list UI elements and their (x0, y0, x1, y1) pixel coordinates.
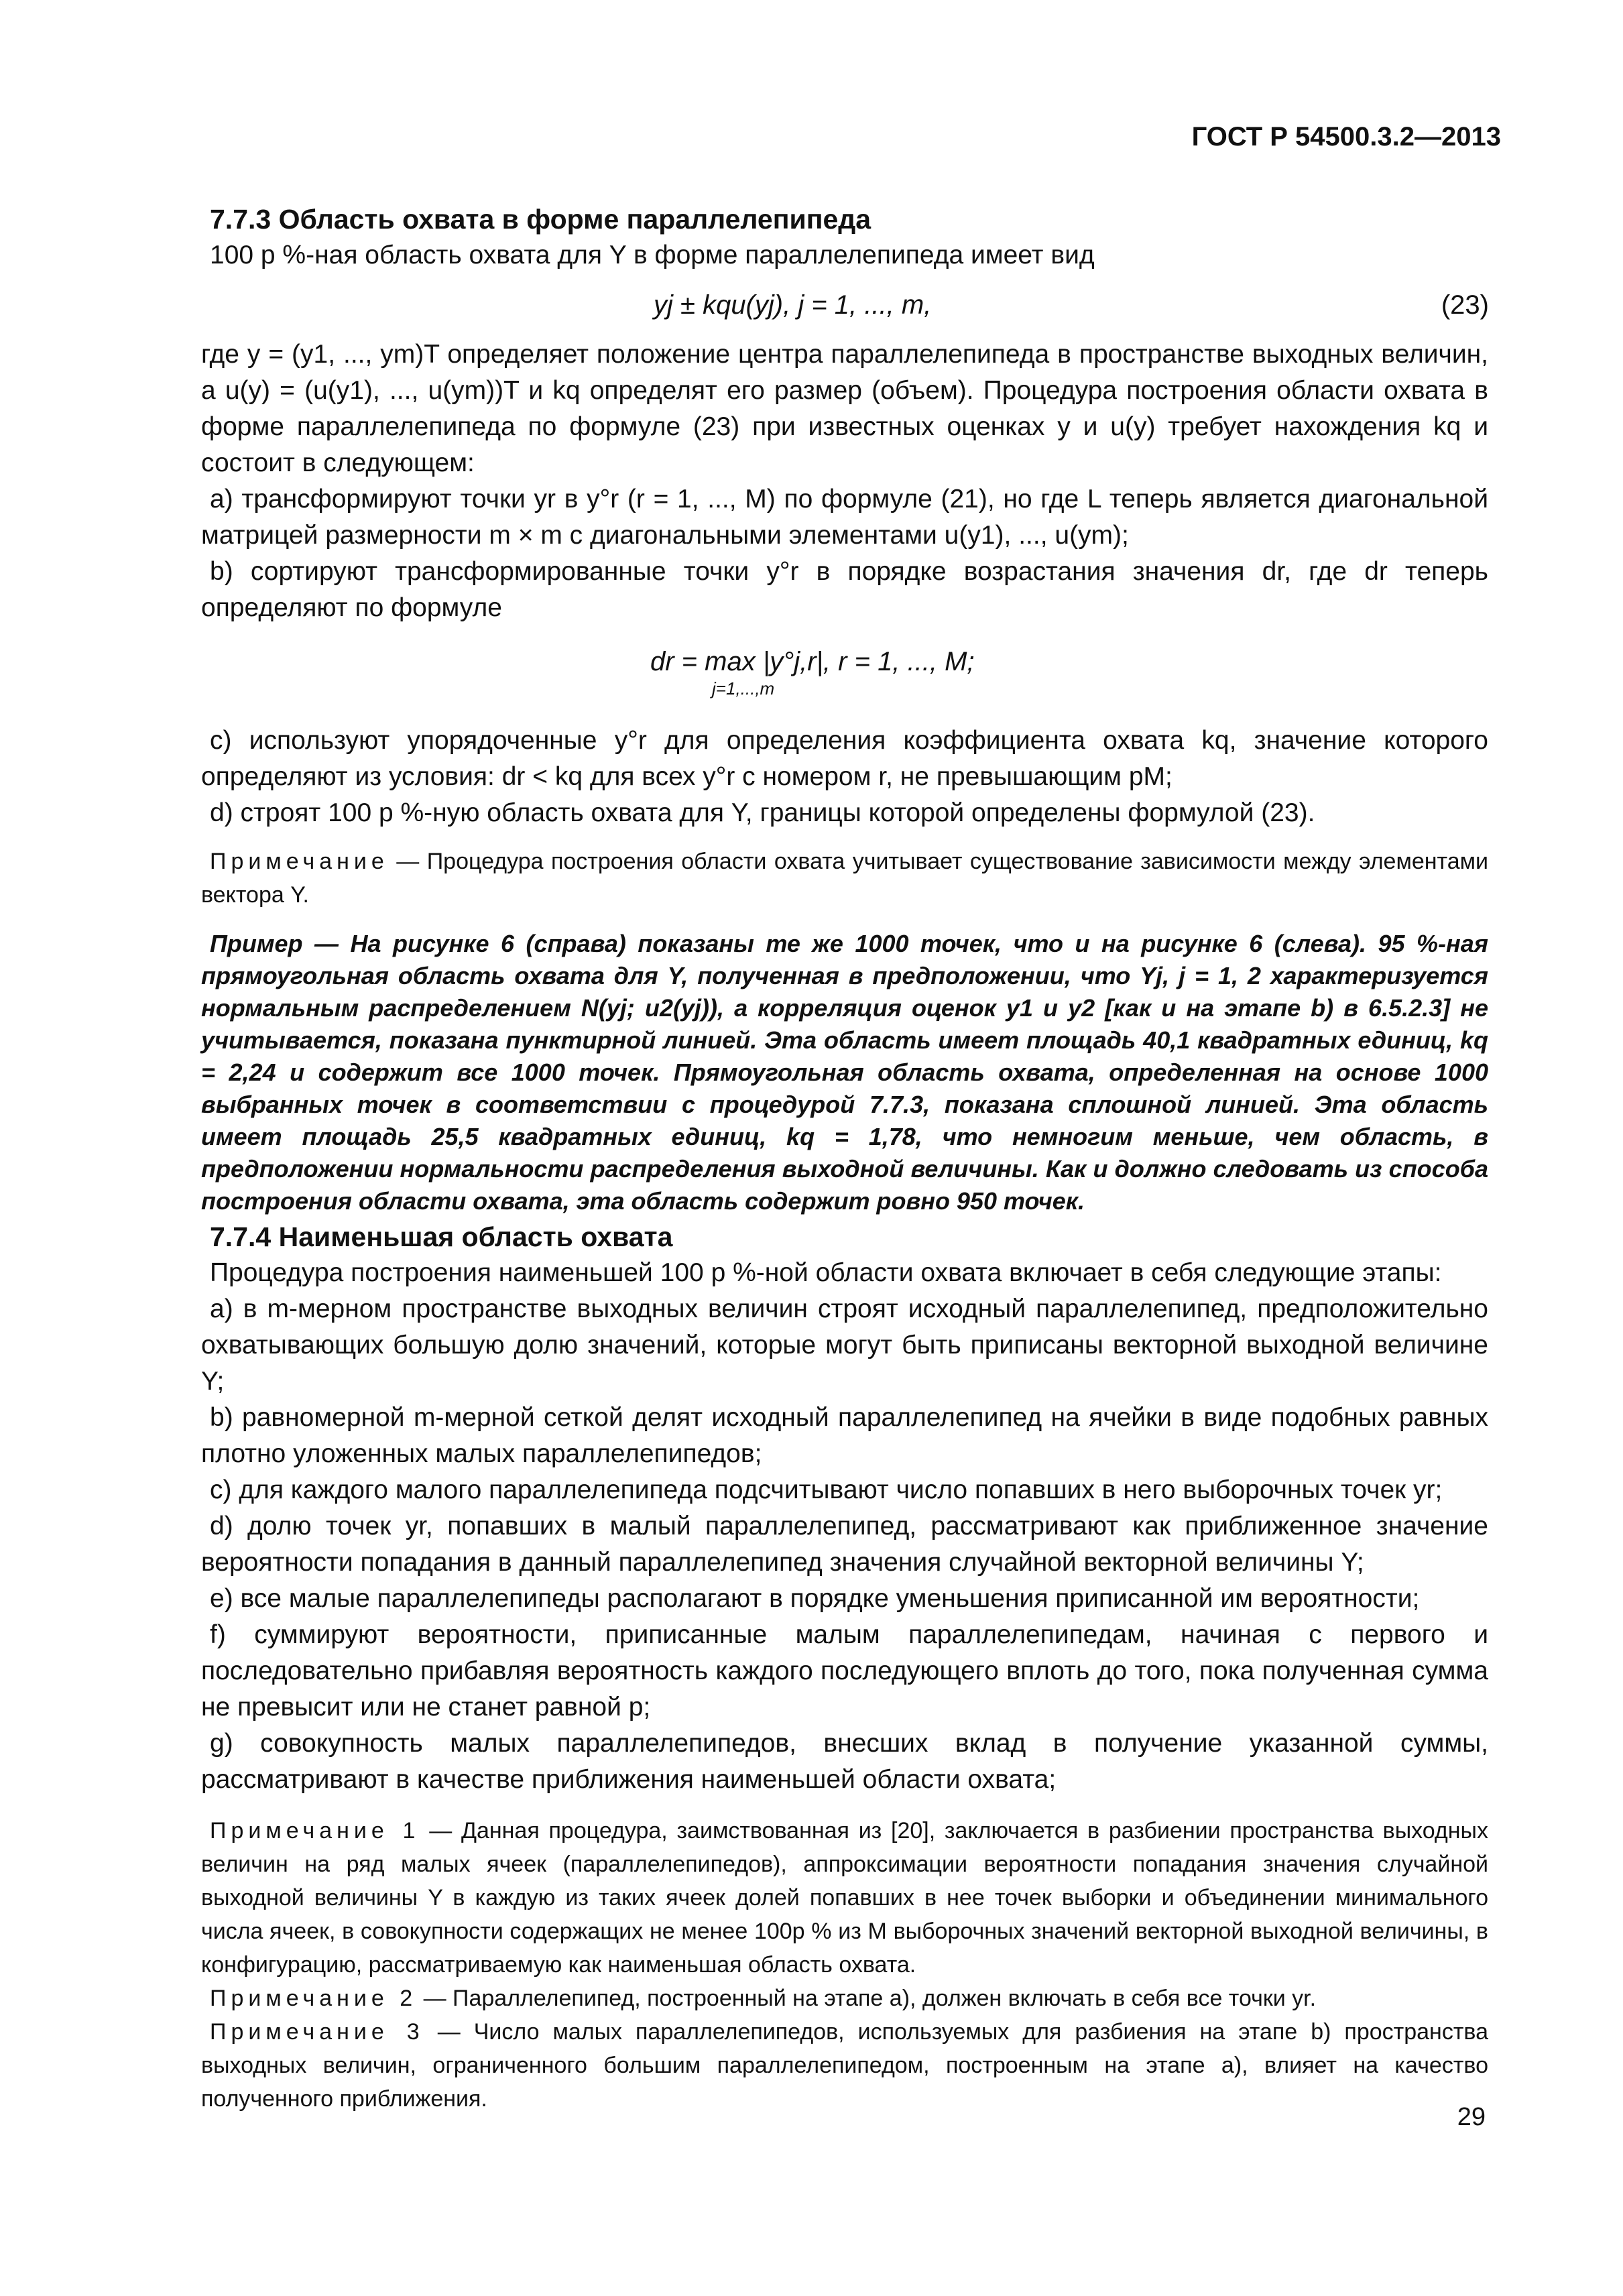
paragraph: 100 p %-ная область охвата для Y в форме параллелепипеда имеет вид (210, 241, 1095, 269)
note-label: Примечание 2 (210, 1986, 418, 2011)
note (201, 1814, 1488, 1982)
list-item: a) в m-мерном пространстве выходных величин строят исходный параллелепипед, предположительно охватывающих большую долю значений, которые могут быть приписаны векторной выходной величине Y; (201, 1294, 1488, 1396)
note-label: Примечание 3 (210, 2019, 424, 2045)
list-item: b) равномерной m-мерной сеткой делят исходный параллелепипед на ячейки в виде подобных равных плотно уложенных малых параллелепипедов; (201, 1403, 1488, 1468)
note-text: — Данная процедура, заимствованная из [20], заключается в разбиении пространства выходных величин на ряд малых ячеек (параллелепипедов), аппроксимации вероятности попадания значения случайной выходной величины Y в каждую из таких ячеек долей попавших в нее точек выборки и объединении минимального числа ячеек, в совокупности содержащих не менее 100p % из M выборочных значений векторной выходной величины, в конфигурацию, рассматриваемую как наименьшая область охвата. (201, 1818, 1488, 1978)
note (201, 2015, 1488, 2116)
equation-23: yj ± kqu(yj), j = 1, ..., m, (654, 290, 932, 320)
list-item: a) трансформируют точки yr в y°r (r = 1, ..., M) по формуле (21), но где L теперь является диагональной матрицей размерности m × m с диагональными элементами u(y1), ..., u(ym); (201, 485, 1488, 550)
note (201, 1982, 1488, 2015)
section-7-7-3-body (201, 337, 1488, 626)
list-item: e) все малые параллелепипеды располагают в порядке уменьшения приписанной им вероятности; (210, 1584, 1420, 1613)
document-header: ГОСТ Р 54500.3.2—2013 (1191, 122, 1501, 152)
section-7-7-4 (201, 1219, 1488, 2116)
list-item: d) строят 100 p %-ную область охвата для Y, границы которой определены формулой (23). (210, 798, 1315, 827)
section-title: 7.7.4 Наименьшая область охвата (210, 1221, 673, 1252)
paragraph: где y = (y1, ..., ym)T определяет положение центра параллелепипеда в пространстве выходных величин, а u(y) = (u(y1), ..., u(ym))T и kq определят его размер (объем). Процедура построения области охвата в форме параллелепипеда по формуле (23) при известных оценках y и u(y) требует нахождения kq и состоит в следующем: (201, 340, 1488, 477)
list-item: d) долю точек yr, попавших в малый параллелепипед, рассматривают как приближенное значение вероятности попадания в данный параллелепипед значения случайной векторной величины Y; (201, 1512, 1488, 1577)
section-7-7-3-cont (201, 723, 1488, 1217)
list-item: c) используют упорядоченные y°r для определения коэффициента охвата kq, значение которого определяют из условия: dr < kq для всех y°r с номером r, не превышающим pM; (201, 726, 1488, 791)
note (201, 845, 1488, 912)
note-text: — Процедура построения области охвата учитывает существование зависимости между элементами вектора Y. (201, 849, 1488, 908)
example: Пример — На рисунке 6 (справа) показаны те же 1000 точек, что и на рисунке 6 (слева). 95 %-ная прямоугольная область охвата для Y, полученная в предположении, что Yj, j = 1, 2 характеризуется нормальным распределением N(yj; u2(yj)), а корреляция оценок y1 и y2 [как и на этапе b) в 6.5.2.3] не учитывается, показана пунктирной линией. Эта область имеет площадь 40,1 квадратных единиц, kq = 2,24 и содержит все 1000 точек. Прямоугольная область охвата, определенная на основе 1000 выбранных точек в соответствии с процедурой 7.7.3, показана сплошной линией. Эта область имеет площадь 25,5 квадратных единиц, kq = 1,78, что немногим меньше, чем область, в предположении нормальности распределения выходной величины. Как и должно следовать из способа построения области охвата, эта область содержит ровно 950 точек. (201, 930, 1488, 1215)
section-title: 7.7.3 Область охвата в форме параллелепипеда (210, 204, 871, 235)
note-label: Примечание (210, 849, 389, 874)
list-item: f) суммируют вероятности, приписанные малым параллелепипедам, начиная с первого и последовательно прибавляя вероятность каждого последующего вплоть до того, пока полученная сумма не превысит или не станет равной p; (201, 1620, 1488, 1721)
equation-number: (23) (1441, 290, 1489, 320)
list-item: g) совокупность малых параллелепипедов, внесших вклад в получение указанной суммы, рассматривают в качестве приближения наименьшей области охвата; (201, 1729, 1488, 1794)
page-number: 29 (1457, 2103, 1486, 2131)
note-text: — Число малых параллелепипедов, используемых для разбиения на этапе b) пространства выходных величин, ограниченного большим параллелепипедом, построенным на этапе a), влияет на качество полученного приближения. (201, 2019, 1488, 2112)
note-text: — Параллелепипед, построенный на этапе a), должен включать в себя все точки yr. (423, 1986, 1317, 2011)
list-item: b) сортируют трансформированные точки y°r в порядке возрастания значения dr, где dr теперь определяют по формуле (201, 557, 1488, 622)
equation-dr: dr = max |y°j,r|, r = 1, ..., M; (650, 647, 975, 676)
equation-subscript: j=1,...,m (712, 678, 775, 699)
list-item: c) для каждого малого параллелепипеда подсчитывают число попавших в него выборочных точек yr; (210, 1475, 1443, 1504)
section-7-7-3 (201, 201, 1488, 274)
note-label: Примечание 1 (210, 1818, 420, 1844)
paragraph: Процедура построения наименьшей 100 p %-ной области охвата включает в себя следующие этапы: (210, 1258, 1442, 1287)
